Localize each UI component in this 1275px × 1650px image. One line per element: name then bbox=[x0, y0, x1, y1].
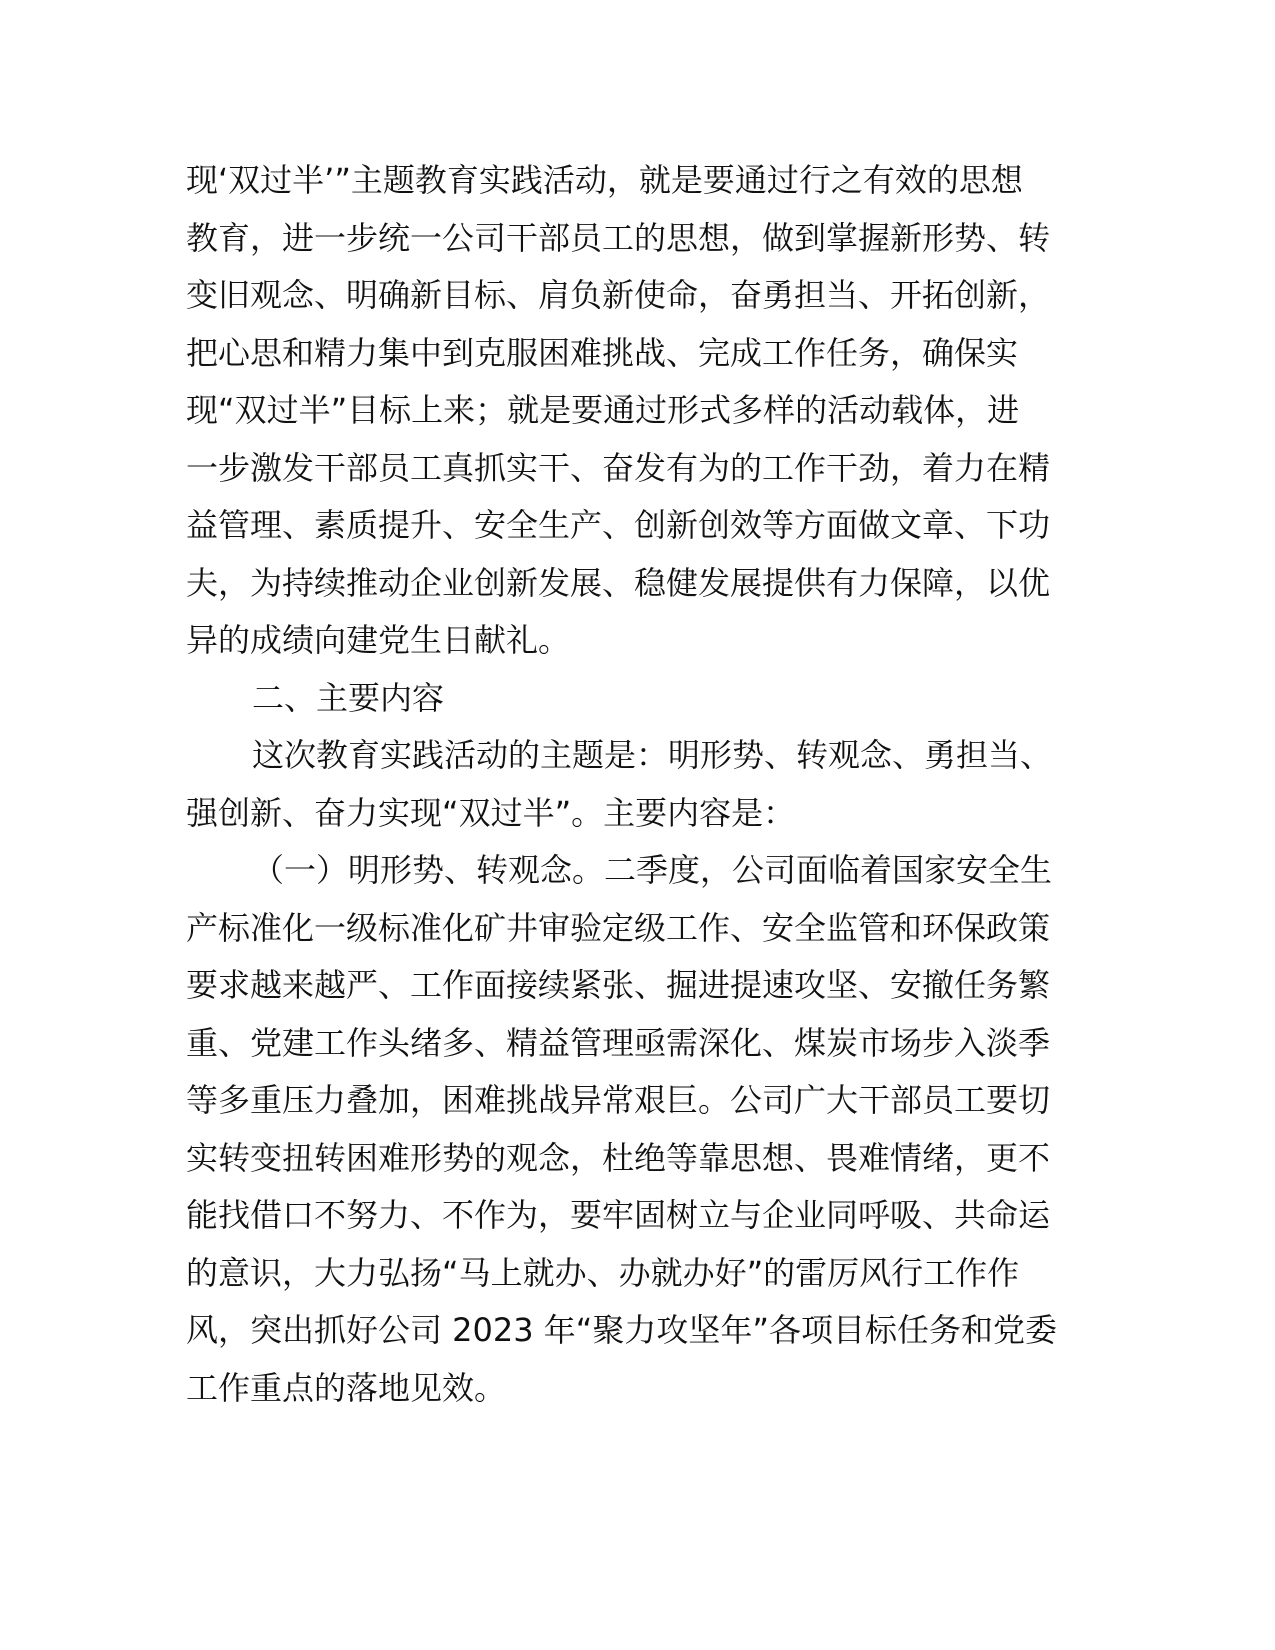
text-line: 能找借口不努力、不作为，要牢固树立与企业同呼吸、共命运 bbox=[186, 1196, 1051, 1234]
text-line: 这次教育实践活动的主题是：明形势、转观念、勇担当、 bbox=[252, 736, 1053, 774]
text-line: 重、党建工作头绪多、精益管理亟需深化、煤炭市场步入淡季 bbox=[186, 1023, 1051, 1062]
text-line: 变旧观念、明确新目标、肩负新使命，奋勇担当、开拓创新， bbox=[186, 276, 1051, 314]
text-line: 异的成绩向建党生日献礼。 bbox=[186, 621, 571, 659]
text-line: 产标准化一级标准化矿井审验定级工作、安全监管和环保政策 bbox=[186, 908, 1051, 947]
paragraph-purpose bbox=[186, 152, 1086, 670]
text-line: 现“双过半”目标上来；就是要通过形式多样的活动载体，进 bbox=[186, 391, 1020, 429]
text-line: 要求越来越严、工作面接续紧张、掘进提速攻坚、安撤任务繁 bbox=[186, 966, 1051, 1004]
text-line: 把心思和精力集中到克服困难挑战、完成工作任务，确保实 bbox=[186, 333, 1019, 372]
text-line: 工作重点的落地见效。 bbox=[186, 1368, 507, 1407]
section-heading bbox=[186, 670, 1086, 728]
text-line: 风，突出抓好公司 2023 年“聚力攻坚年”各项目标任务和党委 bbox=[186, 1311, 1057, 1349]
text-line: 的意识，大力弘扬“马上就办、办就办好”的雷厉风行工作作 bbox=[186, 1253, 1020, 1292]
paragraph-theme bbox=[186, 727, 1086, 842]
text-line: 夫，为持续推动企业创新发展、稳健发展提供有力保障，以优 bbox=[186, 563, 1051, 602]
text-line: 现‘双过半’”主题教育实践活动，就是要通过行之有效的思想 bbox=[186, 161, 1023, 199]
text-line: （一）明形势、转观念。二季度，公司面临着国家安全生 bbox=[252, 851, 1053, 889]
text-line: 教育，进一步统一公司干部员工的思想，做到掌握新形势、转 bbox=[186, 218, 1051, 257]
document-body bbox=[186, 152, 1086, 1417]
text-line: 益管理、素质提升、安全生产、创新创效等方面做文章、下功 bbox=[186, 506, 1051, 544]
paragraph-item-one bbox=[186, 842, 1086, 1417]
text-line: 一步激发干部员工真抓实干、奋发有为的工作干劲，着力在精 bbox=[186, 448, 1051, 487]
text-line: 实转变扭转困难形势的观念，杜绝等靠思想、畏难情绪，更不 bbox=[186, 1138, 1051, 1177]
text-line: 等多重压力叠加，困难挑战异常艰巨。公司广大干部员工要切 bbox=[186, 1081, 1051, 1119]
text-line: 强创新、奋力实现“双过半”。主要内容是： bbox=[186, 793, 796, 832]
heading-line: 二、主要内容 bbox=[252, 678, 445, 717]
